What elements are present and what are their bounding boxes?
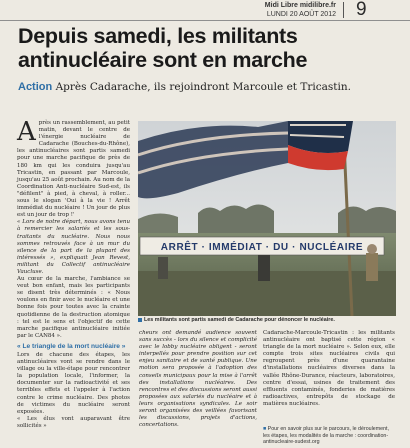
page-number-divider	[343, 2, 344, 18]
photo-caption	[138, 317, 398, 323]
paragraph-5: « Les élus vont auparavant être sollicités »	[17, 415, 130, 429]
paragraph-2: « Lors de notre départ, nous avons tenu à remercier les salariés et les sous-traitants du nucléaire. Nous nous sommes retrouvés face à un mur du silence de la part de la plupart des intéressés », expliquait Jean Revest, militant du Collectif antinucléaire Vaucluse.	[17, 219, 130, 275]
kicker	[18, 81, 403, 93]
publication-date: LUNDI 20 AOÛT 2012	[266, 11, 336, 18]
banner-text: ARRÊT · IMMÉDIAT · DU · NUCLÉAIRE	[160, 242, 364, 253]
paragraph-1-text: près un rassemblement, au petit matin, devant le centre de l'énergie nucléaire de Cadarache (Bouches-du-Rhône), les antinucléaires sont partis samedi pour une marche pacifique de près de 180 km qui les conduira jusqu'au Tricastin, en passant par Marcoule, jusqu'au 25 août prochain. Au nom de la Coordination Anti-nucléaire Sud-est, ils "défilent" à pied, à cheval, à roller... sous le slogan 'Oui à la vie ! Arrêt immédiat du nucléaire ! Un jour de plus est un jour de trop !'	[17, 120, 130, 219]
column-3	[263, 330, 395, 408]
column-2-text: cheurs ont demandé audience souvent sans succès - lors du silence et complicité avec le lobby nucléaire obligent - seront interpellés pour prendre position sur cet enjeu sanitaire et de santé publique. Une motion sera proposée à l'adoption des conseils municipaux pour la mise à l'arrêt des installations nucléaires. Des rencontres et des discussions seront aussi proposées aux salariés du nucléaire et à leurs organisations syndicales. Le soir seront organisées des veillées favorisant les discussions, projets d'actions, concertations.	[139, 330, 257, 429]
footnote-marker: ■	[263, 426, 268, 432]
headline-line-1: Depuis samedi, les militants	[18, 24, 298, 48]
footnote-text: Pour en savoir plus sur le parcours, le déroulement, les étapes, les modalités de la marche : coordination-antinucleaire-sudest.org	[263, 426, 389, 446]
header-rule	[0, 20, 410, 21]
headline-line-2: antinucléaire sont en marche	[18, 48, 308, 72]
publication-site: midilibre.fr	[299, 2, 336, 9]
page-number: 9	[356, 0, 367, 20]
kicker-label: Action	[18, 81, 53, 93]
caption-marker	[138, 318, 142, 322]
column-1	[17, 117, 130, 430]
article-photo	[138, 121, 396, 316]
column-3-text: Cadarache-Marcoule-Tricastin : les militants antinucléaire ont baptisé cette région « triangle de la mort nucléaire ». Selon eux, elle compte trois sites nucléaires civils qui regroupent près d'une quarantaine d'installations nucléaires diverses dans la vallée Rhône-Durance, réacteurs, laboratoires, centre d'essai, usines de traitement des effluents contaminés, fonderies de matières radioactives, entrepôts de stockage de matières nucléaires.	[263, 330, 395, 407]
caption-text: Les militants sont partis samedi de Cadarache pour dénoncer le nucléaire.	[144, 317, 335, 323]
headline	[18, 24, 398, 72]
footnote	[263, 426, 395, 446]
drop-cap: A	[17, 117, 36, 147]
paragraph-4: Lors de chacune des étapes, les antinucléaires vont se rendre dans le village ou la ville-étape pour rencontrer la population locale, l'informer, la documenter sur la radioactivité et ses terribles effets et l'appeler à l'action contre le crime nucléaire. Des photos de victimes du nucléaire seront exposées.	[17, 352, 130, 415]
paragraph-1	[17, 117, 130, 219]
column-2	[139, 330, 257, 429]
subheading: « Le triangle de la mort nucléaire »	[17, 342, 126, 350]
publication-info	[265, 1, 336, 19]
publication-name: Midi Libre	[264, 2, 298, 9]
photo-march-banner	[138, 121, 396, 316]
page-header	[0, 0, 410, 22]
paragraph-3: Au cœur de la marche, l'ambiance se veut bon enfant, mais les participants se disent très déterminés : « Nous voulons en finir avec le nucléaire et une bonne fois pour toutes avec la crainte quotidienne de la destruction atomique : tel est le sens et l'objectif de cette marche pacifique antinucléaire initiée par le CAN84 ».	[17, 276, 130, 339]
kicker-text: Après Cadarache, ils rejoindront Marcoule et Tricastin.	[55, 81, 351, 93]
